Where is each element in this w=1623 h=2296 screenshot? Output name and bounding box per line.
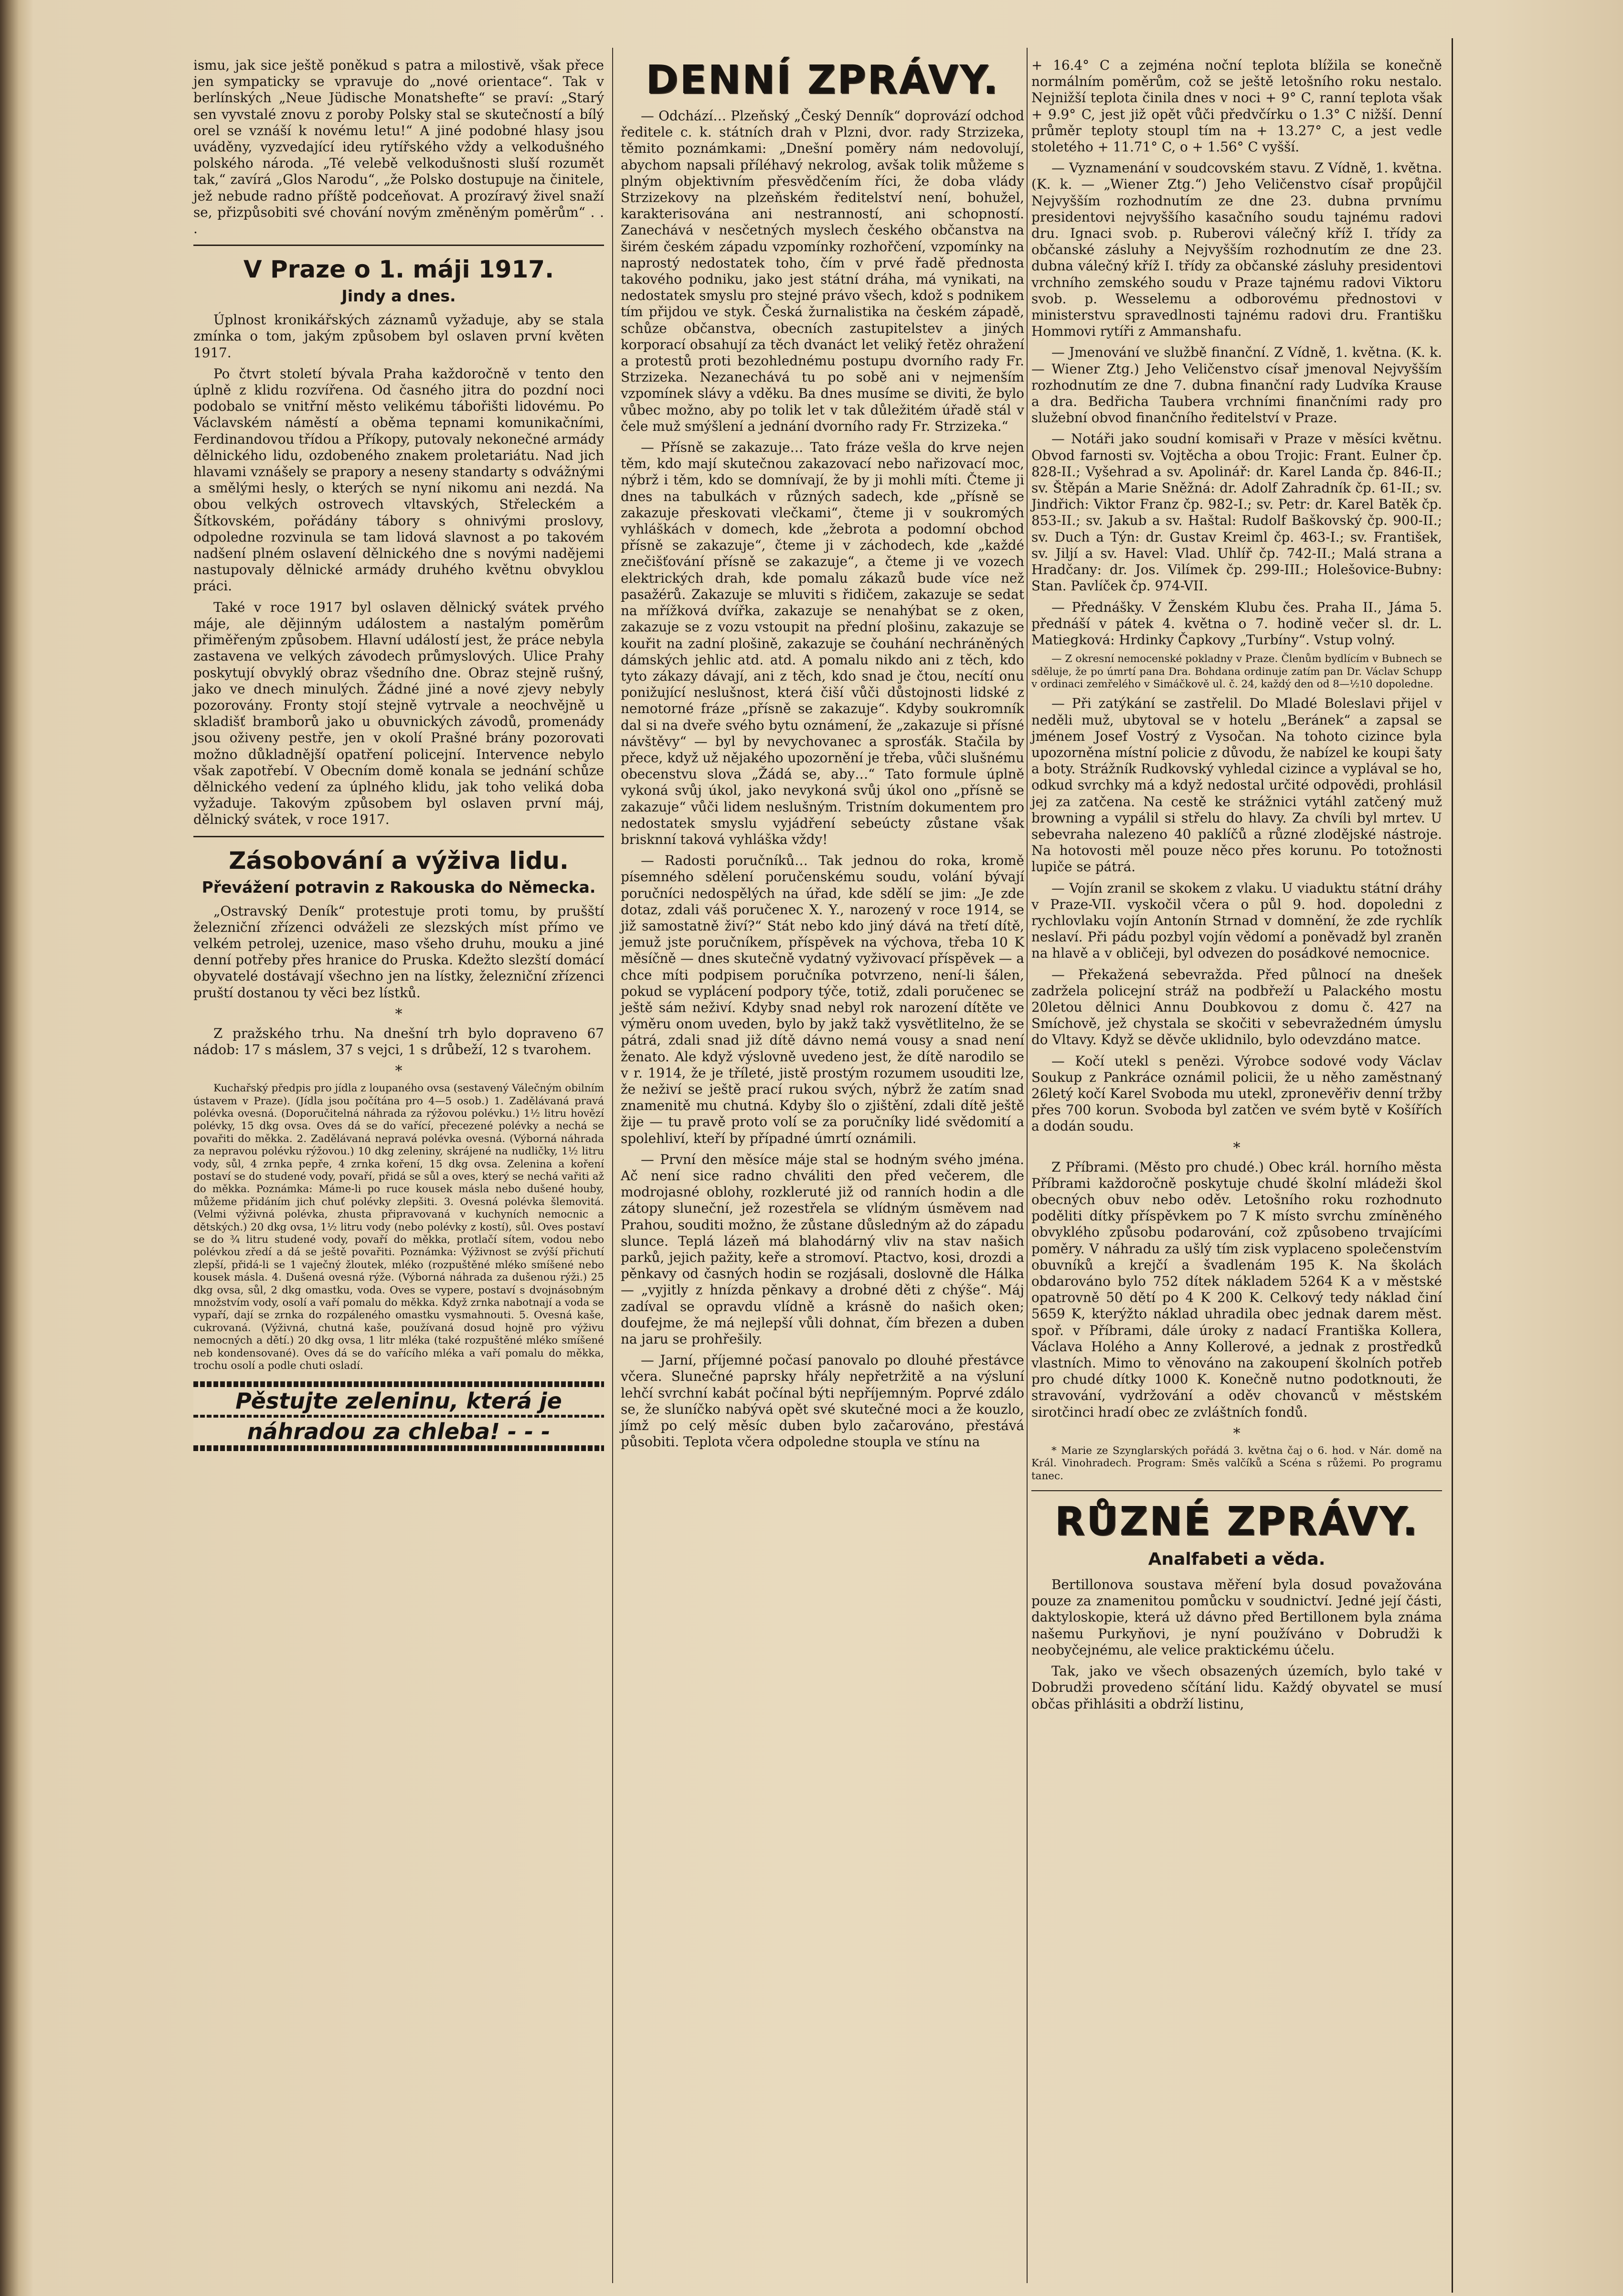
- column-3: [1031, 57, 1442, 1717]
- divider: [1031, 1490, 1442, 1491]
- article-text: ismu, jak sice ještě poněkud s patra a milostivě, však přece jen sympaticky se vpravuje do „nové orientace“. Tak v berlínských „Neue Jüdische Monatshefte“ se praví: „Starý sen vyvstalé znovu z poroby Polsky stal se skutečností a bílý orel se vznáší k novému letu!“ A jiné podobné hlasy jsou uváděny, vyzvedající ideu rytířského vždy a velkodušného polského národa. „Té velebě velkodušnosti sluší rozumět tak,“ zavírá „Glos Narodu“, „že Polsko dostupuje na činitele, jež nebude radno příště podceňovat. A prozíravý živel snaží se, přizpůsobiti své chování novým změněným poměrům“ . . .: [193, 57, 604, 237]
- article-text: — Odchází… Plzeňský „Český Denník“ doprovází odchod ředitele c. k. státních drah v Plzni, dvor. rady Strzizeka, těmito poznámkami: „Dnešní poměry nám nedovolují, abychom napsali příléhavý nekrolog, avšak tolik můžeme s plným objektivním přesvědčením říci, že doba vlády Strzizekovy na plzeňském ředitelství není, bohužel, karakterisována ani nestranností, ani schopností. Zanechává v nesčetných myslech českého občanstva na širém českém západu vzpomínky rozhořčení, vzpomínky na naprostý nedostatek toho, čím v prvé řadě přednosta takového podniku, jako jest státní dráha, má vynikati, na nedostatek smyslu pro stejné právo všech, kdož s podnikem tím přijdou ve styk. Česká žurnalistika na českém západě, schůze občanstva, obecních zastupitelstev a jiných korporací obsahují za těch dvanáct let veliký řetěz ohražení a protestů proti bezohlednému postupu dvorního rady Fr. Strzizeka. Nezanechává tu po sobě ani v nejmenším vzpomínek slávy a vděku. Ba dnes musíme se diviti, že bylo vůbec možno, aby po tolik let v tak důležitém úřadě stál v čele muž smýšlení a jednání dvorního rady Fr. Strzizeka.“: [621, 108, 1024, 434]
- advert-banner: [193, 1381, 604, 1451]
- banner-line: Pěstujte zeleninu, která je: [193, 1387, 604, 1415]
- article-text: — Při zatýkání se zastřelil. Do Mladé Boleslavi přijel v neděli muž, ubytoval se v hotelu „Beránek“ a zapsal se jménem Josef Vostrý z Vysočan. Na tohoto cizince byla upozorněna místní policie z důvodu, že nabízel ke koupi šaty a boty. Strážník Rudkovský vyhledal cizince a vyplával se ho, odkud svrchky má a když nedostal určité odpovědi, prohlásil jej za zatčena. Na cestě ke strážnici vytáhl zatčený muž browning a vypálil si střelu do hlavy. Za chvíli byl mrtev. U sebevraha nalezeno 40 paklíčů a různé zlodějské nástroje. Na hotovosti měl pouze něco přes korunu. Po totožnosti lupiče se pátrá.: [1031, 695, 1442, 875]
- article-text: — Kočí utekl s penězi. Výrobce sodové vody Václav Soukup z Pankráce oznámil policii, že u něho zaměstnaný 26letý kočí Karel Svoboda mu utekl, zpronevěřiv denní tržby přes 700 korun. Svoboda byl zatčen ve svém bytě v Košířích a dodán soudu.: [1031, 1053, 1442, 1134]
- star-separator: *: [1233, 1139, 1241, 1156]
- article-text: Z Příbrami. (Město pro chudé.) Obec král. horního města Příbrami každoročně poskytuje chudé školní mládeži škol obecných obuv nebo oděv. Letošního roku rozhodnuto poděliti dítky příspěvkem po 7 K místo svrchu zmíněného obvyklého způsobu podarování, což způsobeno trvajícími poměry. V náhradu za ušlý tím zisk vyplaceno společenstvím obuvníků a krejčí a švadlenám 195 K. Na školách obdarováno bylo 752 dítek nákladem 5264 K a v městské opatrovně 50 dětí po 4 K 200 K. Celkový tedy náklad činí 5659 K, kterýžto náklad uhradila obec jednak darem měst. spoř. v Příbrami, dále úroky z nadací Františka Kollera, Václava Holého a Anny Kollerové, a jednak z prostředků vlastních. Mimo to věnováno na zakoupení školních potřeb pro chudé dítky 1000 K. Konečně nutno podotknouti, že stravování, vydržování a oděv chovanců v městském sirotčinci hradí obec ze zvláštních fondů.: [1031, 1159, 1442, 1420]
- column-1: [193, 57, 604, 1451]
- star-separator: *: [1233, 1425, 1241, 1442]
- article-text: — Vojín zranil se skokem z vlaku. U viaduktu státní dráhy v Praze-VII. vyskočil včera o půl 9. hod. dopoledni z rychlovlaku vojín Antonín Strnad v domnění, že zde rychlík neslaví. Při pádu pozbyl vojín vědomí a poněvadž byl zraněn na hlavě a v obličeji, byl odvezen do posádkové nemocnice.: [1031, 880, 1442, 961]
- article-text: — Jarní, příjemné počasí panovalo po dlouhé přestávce včera. Slunečné paprsky hřály nepřetržitě a na výsluní lehčí svrchní kabát počínal býti nepříjemným. Poprvé zdálo se, že sluníčko nabývá opět své skutečné moci a že kouzlo, jímž po celý měsíc duben bylo začarováno, přestává působiti. Teplota včera odpoledne stoupla ve stínu na: [621, 1352, 1024, 1450]
- subheadline-praha: Jindy a dnes.: [341, 287, 456, 306]
- article-text: — Přísně se zakazuje… Tato fráze vešla do krve nejen těm, kdo mají skutečnou zakazovací nebo nařizovací moc, nýbrž i těm, kdo se domnívají, že by ji mohli míti. Čteme ji dnes na tabulkách v různých sadech, kde „přísně se zakazuje přeskovati vlečkami“, čteme ji v soukromých vyhláškách v domech, kde „žebrota a podomní obchod přísně se zakazuje“, čteme ji v záchodech, kde „každé znečišťování přísně se zakazuje“, a čteme ji ve vozech elektrických drah, kde pomalu zákazů bude více než pasažérů. Zakazuje se mluviti s řidičem, zakazuje se sedat na mřížková dvířka, zakazuje se nenahýbat se z oken, zakazuje se z vozu vstoupit na přední plošinu, zakazuje se kouřit na zadní plošině, zakazuje se čouhání nechráněných dámských jehlic atd. atd. A pomalu nikdo ani z těch, kdo tyto zákazy dávají, ani z těch, kdo snad je čtou, necítí onu ponižující neslušnost, která čiší vůči důstojnosti lidské z nemotorné fráze „přísně se zakazuje“. Kdyby soukromník dal si na dveře svého bytu oznámení, že „zakazuje si přísné návštěvy“ — byl by nevychovanec a sprosťák. Stačila by přece, když už nějakého upozornění je třeba, vůči slušnému obecenstvu slova „Žádá se, aby…“ Tato formule úplně vykoná svůj úkol, jako nevykoná svůj úkol ono „přísně se zakazuje“ vůči lidem neslušným. Tristním dokumentem pro nedostatek smyslu vyjádření sebeúcty zůstane však brisknní taková vyhláška vždy!: [621, 439, 1024, 847]
- section-title-denni-zpravy: DENNÍ ZPRÁVY.: [646, 57, 999, 103]
- article-text: — Vyznamenání v soudcovském stavu. Z Vídně, 1. května. (K. k. — „Wiener Ztg.“) Jeho Veličenstvo císař propůjčil Nejvyšším rozhodnutím ze dne 23. dubna prvnímu presidentovi nejvyššího kasačního soudu tajnému radovi dru. Ignaci svob. p. Ruberovi válečný kříž I. třídy za občanské zásluhy a Nejvyšším rozhodnutím ze dne 23. dubna válečný kříž I. třídy za občanské zásluhy presidentovi vrchního zemského soudu v Praze tajnému radovi Viktoru svob. p. Wesselemu a odborovému přednostovi v ministerstvu spravedlnosti tajnému radovi dru. Františku Hommovi rytíři z Ammanshafu.: [1031, 160, 1442, 340]
- article-text: Také v roce 1917 byl oslaven dělnický svátek prvého máje, ale dějinným událostem a nastalým poměrům přiměřeným způsobem. Hlavní událostí jest, že práce nebyla zastavena ve velkých závodech průmyslových. Ulice Prahy poskytují obvyklý obraz všedního dne. Obraz stejně rušný, jako ve dnech minulých. Žádné jiné a nové zjevy nebyly pozorovány. Fronty stojí stejně vytrvale a neochvějně u skladišť bramborů jako u obuvnických závodů, promenády jsou oživeny pestře, jen v okolí Prašné brány pozorovati možno důkladnější opatření policejní. Intervence nebylo však zapotřebí. V Obecním domě konala se jednání schůze dělnického vedení za úplného klidu, jak toho veliká doba vyžaduje. Takovým způsobem byl oslaven první máj, dělnický svátek, v roce 1917.: [193, 599, 604, 828]
- article-text: Tak, jako ve všech obsazených územích, bylo také v Dobrudži provedeno sčítání lidu. Každý obyvatel se musí občas přihlásiti a obdrží listinu,: [1031, 1663, 1442, 1712]
- star-separator: *: [395, 1005, 403, 1023]
- recipe-text: Kuchařský předpis pro jídla z loupaného ovsa (sestavený Válečným obilním ústavem v Praze). (Jídla jsou počítána pro 4—5 osob.) 1. Zadělávaná pravá polévka ovesná. (Doporučitelná náhrada za rýžovou polévku.) 1½ litru hovězí polévky, 15 dkg ovsa. Oves dá se do vařící, přecezené polévky a nechá se povařiti do měkka. 2. Zadělávaná nepravá polévka ovesná. (Výborná náhrada za nepravou polévku rýžovou.) 10 dkg zeleniny, skrájené na nudličky, 1½ litru vody, sůl, 4 zrnka pepře, 4 zrnka koření, 15 dkg ovsa. Zelenina a koření postaví se do studené vody, povaří, přidá se sůl a oves, který se nechá vařiti až do měkka. Poznámka: Máme-li po ruce kousek másla nebo dušené houby, můžeme přidáním jich chuť polévky zlepšiti. 3. Ovesná polévka šlemovitá. (Velmi výživná polévka, zhusta připravovaná v kuchyních nemocnic a dětských.) 20 dkg ovsa, 1½ litru vody (nebo polévky z kostí), sůl. Oves postaví se do ¾ litru studené vody, povaří do měkka, protlačí sítem, vodou nebo polévkou zředí a dá se ještě povařiti. Poznámka: Výživnost se zvýší přichutí zlepší, přidá-li se 1 vaječný žloutek, mléko (rozpuštěné mléko smíšené nebo kousek másla. 4. Dušená ovesná rýže. (Výborná náhrada za dušenou rýži.) 25 dkg ovsa, sůl, 2 dkg omastku, voda. Oves se vypere, postaví s dvojnásobným množstvím vody, osolí a vaří pomalu do měkka. Když zrnka nabotnají a voda se vypaří, dají se zrnka do rozpáleného omastku vysmahnouti. 5. Ovesná kaše, cukrovaná. (Výživná, chutná kaše, používaná dosud hojně pro výživu nemocných a dětí.) 20 dkg ovsa, 1 litr mléka (také rozpuštěné mléko smíšené neb kondensované). Oves dá se do vařícího mléka a vaří pomalu do měkka, trochu osolí a podle chuti osladí.: [193, 1082, 604, 1372]
- section-title-ruzne-zpravy: RŮZNÉ ZPRÁVY.: [1054, 1499, 1419, 1545]
- banner-line: náhradou za chleba! - - -: [193, 1418, 604, 1445]
- article-text: — Notáři jako soudní komisaři v Praze v měsíci květnu. Obvod farnosti sv. Vojtěcha a obou Trojic: Frant. Eulner čp. 828-II.; Vyšehrad a sv. Apolinář: dr. Karel Landa čp. 846-II.; sv. Štěpán a Marie Sněžná: dr. Adolf Zahradník čp. 61-II.; sv. Jindřich: Viktor Franz čp. 982-I.; sv. Petr: dr. Karel Batěk čp. 853-II.; sv. Jakub a sv. Haštal: Rudolf Baškovský čp. 900-II.; sv. Duch a Týn: dr. Gustav Kreiml čp. 463-I.; sv. František, sv. Jiljí a sv. Havel: Vlad. Uhlíř čp. 742-II.; Malá strana a Hradčany: dr. Jos. Vilímek čp. 299-III.; Holešovice-Bubny: Stan. Pavlíček čp. 974-VII.: [1031, 431, 1442, 594]
- headline-zasobovani: Zásobování a výživa lidu.: [229, 846, 569, 875]
- article-text: „Ostravský Deník“ protestuje proti tomu, by prušští železniční zřízenci odváželi ze slezských míst přímo ve velkém petrolej, uzenice, maso všeho druhu, mouku a jiné denní potřeby přes hranice do Pruska. Kdežto slezští domácí obyvatelé dostávají všechno jen na lístky, železniční zřízenci pruští dostanou ty věci bez lístků.: [193, 903, 604, 1001]
- article-text: — Překažená sebevražda. Před půlnocí na dnešek zadržela policejní stráž na podbřeží u Palackého mostu 20letou dělnici Annu Doubkovou z domu č. 427 na Smíchově, jež chystala se skočiti v sebevražedném úmyslu do Vltavy. Když se děvče uklidnilo, bylo odevzdáno matce.: [1031, 966, 1442, 1048]
- article-text: — Jmenování ve službě finanční. Z Vídně, 1. května. (K. k. — Wiener Ztg.) Jeho Veličenstvo císař jmenoval Nejvyšším rozhodnutím ze dne 7. dubna finanční rady Ludvíka Krause a dra. Bedřicha Taubera vrchními finančními rady pro služební obvod finančního ředitelství v Praze.: [1031, 344, 1442, 426]
- subheadline-analfabeti: Analfabeti a věda.: [1148, 1549, 1326, 1570]
- subheadline-zasobovani: Převážení potravin z Rakouska do Německa.: [202, 877, 596, 897]
- divider: [193, 245, 604, 246]
- article-text: Po čtvrt století bývala Praha každoročně v tento den úplně z klidu rozvířena. Od časného jitra do pozdní noci podobalo se vnitřní město velikému tábořišti lidovému. Po Václavském náměstí a oběma tepnami komunikačními, Ferdinandovou třídou a Příkopy, putovaly nekonečné armády dělnického lidu, ozdobeného znakem proletariátu. Nad jich hlavami vznášely se prapory a neseny standarty s odvážnými a smělými hesly, o kterých se nyní nikomu ani nezdá. Na obou velkých ostrovech vltavských, Střeleckém a Šítkovském, pořádány tábory s ohnivými proslovy, odpoledne rozvinula se tam lidová slavnost a po takovém nadšení plném oslavení dělnického dne s novými nadějemi nastupovaly dělnické armády druhého květnu obvyklou práci.: [193, 365, 604, 594]
- article-text: + 16.4° C a zejména noční teplota blížila se konečně normálním poměrům, což se ještě letošního roku nestalo. Nejnižší teplota činila dnes v noci + 9° C, ranní teplota však + 9.9° C, jest již opět vůči předvčírku o 1.3° C nižší. Denní průměr teploty stoupl tím na + 13.27° C, a jest vedle stoletého + 11.71° C, o + 1.56° C vyšší.: [1031, 57, 1442, 155]
- divider: [193, 836, 604, 837]
- article-text: — Radosti poručníků… Tak jednou do roka, kromě písemného sdělení poručenskému soudu, volání bývají poručníci nedospělých na úřad, kde sdělí se jim: „Je zde dotaz, zdali váš poručenec X. Y., narozený v roce 1914, se již samostatně živí?“ Stát nebo kdo jiný dává na třetí dítě, jemuž jste poručníkem, příspěvek na výchova, třeba 10 K měsíčně — dnes skutečně vydatný vyživovací příspěvek — a chce míti podpisem poručníka potvrzeno, není-li šálen, pokud se vyplácení podpory týče, totiž, zdali poručenec se ještě sám neživí. Kdyby snad nebyl rok narození dítěte ve výměru onom uveden, bylo by jakž takž vysvětlitelno, že se pátrá, zdali snad již dítě dávno nemá vousy a snad není ženato. Ale když výslovně uvedeno jest, že dítě narodilo se v r. 1914, že je tříleté, jistě prostým rozumem usouditi lze, že neživí se ještě prací rukou svých, nýbrž že zatím snad znamenitě mu chutná. Kdyby šlo o zjištění, zdali dítě ještě žije — tu pravě proto volí se za poručníky lidé svědomití a spolehliví, kteří by případné úmrtí oznámili.: [621, 853, 1024, 1146]
- article-text: Z pražského trhu. Na dnešní trh bylo dopraveno 67 nádob: 17 s máslem, 37 s vejci, 1 s drůbeží, 12 s tvarohem.: [193, 1025, 604, 1057]
- notice-text: * Marie ze Szynglarských pořádá 3. května čaj o 6. hod. v Nár. domě na Král. Vinohradech. Program: Směs valčíků a Scéna s růžemi. Po programu tanec.: [1031, 1444, 1442, 1482]
- headline-praha: V Praze o 1. máji 1917.: [243, 256, 554, 284]
- article-text: Úplnost kronikářských záznamů vyžaduje, aby se stala zmínka o tom, jakým způsobem byl oslaven první květen 1917.: [193, 312, 604, 361]
- column-rule: [1027, 48, 1028, 2283]
- column-rule: [612, 48, 613, 2283]
- article-text: — Přednášky. V Ženském Klubu čes. Praha II., Jáma 5. přednáší v pátek 4. května o 7. hodině večer sl. dr. L. Matiegková: Hrdinky Čapkovy „Turbíny“. Vstup volný.: [1031, 599, 1442, 648]
- article-text: — První den měsíce máje stal se hodným svého jména. Ač není sice radno chváliti den před večerem, dle modrojasné oblohy, rozkleruté již od ranních hodin a dle zátopy sluneční, jež rozestřela se vlídným úsměvem nad Prahou, souditi možno, že zůstane důsledným až do západu slunce. Teplá lázeň má blahodárný vliv na stav našich parků, jejich pažity, keře a stromoví. Ptactvo, kosi, drozdi a pěnkavy od časných hodin se rozjásali, doslovně dle Hálka — „vyjitly z hnízda pěnkavy a drobné děti z chýše“. Máj zadíval se opravdu vlídně a krásně do našich oken; doufejme, že má nejlepší vůli dohnat, čím březen a duben na jaru se prohřešily.: [621, 1151, 1024, 1347]
- column-2: [621, 57, 1024, 1455]
- article-text: Bertillonova soustava měření byla dosud považována pouze za znamenitou pomůcku v soudnictví. Jedné její části, daktyloskopie, která už dávno před Bertillonem byla známa našemu Purkyňovi, je nyní používáno v Dobrudži k neobyčejnému, ale velice praktickému účelu.: [1031, 1577, 1442, 1658]
- page-edge-rule: [1452, 38, 1453, 2293]
- star-separator: *: [395, 1063, 403, 1080]
- notice-text: — Z okresní nemocenské pokladny v Praze. Členům bydlícím v Bubnech se sděluje, že po úmrtí pana Dra. Bohdana ordinuje zatím pan Dr. Václav Schupp v ordinaci zemřelého v Simáčkově ul. č. 24, každý den od 8—½10 dopoledne.: [1031, 653, 1442, 690]
